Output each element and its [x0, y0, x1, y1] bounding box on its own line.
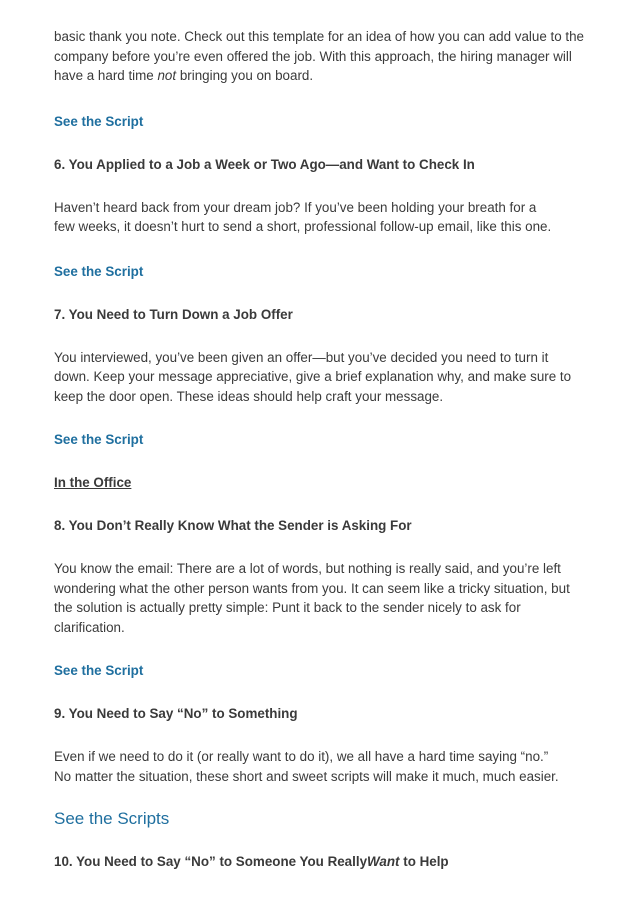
- intro-paragraph: [54, 27, 594, 86]
- heading-6: 6. You Applied to a Job a Week or Two Ago—and Want to Check In: [54, 156, 475, 172]
- see-scripts-link-9[interactable]: See the Scripts: [54, 809, 170, 828]
- body-7: You interviewed, you’ve been given an offer—but you’ve decided you need to turn it down. Keep your message appreciative, give a brief explanation why, and make sure to keep the door open. These ideas should help craft your message.: [54, 349, 572, 404]
- intro-line-1: basic thank you note. Check out this template for an idea of how you can add value to the: [54, 29, 585, 44]
- intro-line-2: company before you’re even offered the job. With this approach, the hiring manager will: [54, 48, 572, 64]
- intro-emphasis: not: [157, 68, 177, 83]
- body-8: You know the email: There are a lot of words, but nothing is really said, and you’re left wondering what the other person wants from you. It can seem like a tricky situation, but the solution is actually pretty simple: Punt it back to the sender nicely to ask for clarification.: [54, 561, 570, 635]
- heading-10-emphasis: Want: [367, 854, 400, 869]
- see-script-link-7[interactable]: See the Script: [54, 432, 144, 447]
- heading-10-start: 10. You Need to Say “No” to Someone You Really: [54, 854, 368, 869]
- heading-7: 7. You Need to Turn Down a Job Offer: [54, 306, 293, 322]
- intro-line-3-start: have a hard time: [54, 68, 158, 83]
- see-script-link-6[interactable]: See the Script: [54, 263, 144, 279]
- body-6: Haven’t heard back from your dream job? If you’ve been holding your breath for a few weeks, it doesn’t hurt to send a short, professional follow-up email, like this one.: [54, 199, 552, 234]
- intro-line-3-end: bringing you on board.: [176, 68, 314, 83]
- heading-9: 9. You Need to Say “No” to Something: [54, 706, 298, 721]
- see-script-link-5[interactable]: See the Script: [54, 113, 144, 129]
- section-label-in-the-office: In the Office: [54, 475, 132, 490]
- see-script-link-8[interactable]: See the Script: [54, 663, 144, 678]
- heading-10: [54, 852, 594, 871]
- article-content: [54, 27, 594, 871]
- heading-10-end: to Help: [399, 854, 449, 869]
- body-9: Even if we need to do it (or really want to do it), we all have a hard time saying “no.” No matter the situation, these short and sweet scripts will make it much, much easier.: [54, 749, 559, 784]
- heading-8: 8. You Don’t Really Know What the Sender is Asking For: [54, 518, 412, 533]
